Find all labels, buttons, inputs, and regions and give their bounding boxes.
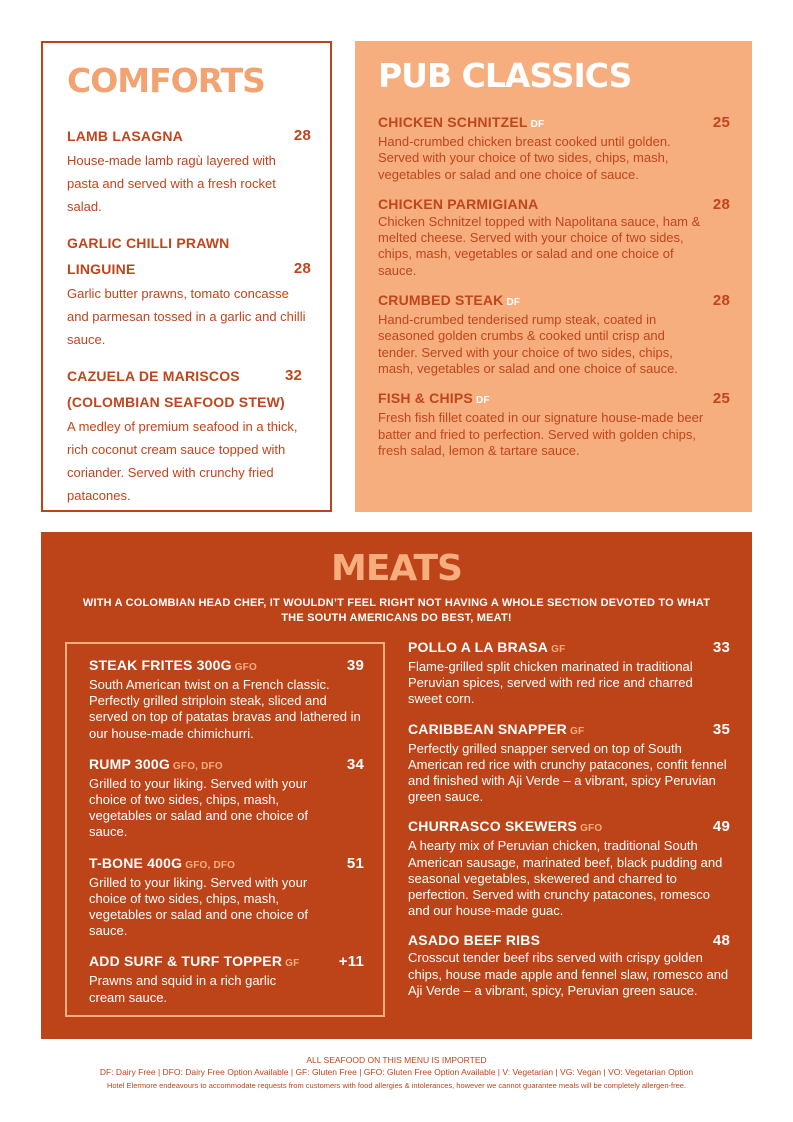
menu-item — [408, 817, 730, 919]
menu-item — [378, 389, 730, 459]
menu-item — [408, 638, 730, 708]
item-name: CHURRASCO SKEWERS — [408, 818, 578, 835]
comforts-section — [41, 41, 332, 512]
menu-item — [378, 291, 730, 377]
item-price: 51 — [346, 854, 364, 872]
meats-intro: WITH A COLOMBIAN HEAD CHEF, IT WOULDN’T FEEL RIGHT NOT HAVING A WHOLE SECTION DEVOTED TO WHAT THE SOUTH AMERICANS DO BEST, MEAT! — [82, 597, 711, 624]
dietary-tag: DF — [530, 119, 545, 130]
item-price: 28 — [712, 292, 730, 310]
dietary-tag: GF — [569, 725, 585, 737]
item-price: 35 — [712, 720, 730, 738]
item-description: Crosscut tender beef ribs served with crispy golden chips, house made apple and fennel slaw, romesco and Aji Verde – a vibrant, spicy, Peruvian green sauce. — [408, 950, 729, 998]
dietary-tag: GFO, DFO — [172, 760, 223, 772]
item-price: 28 — [712, 195, 730, 213]
item-price: 28 — [293, 127, 311, 144]
steaks-box — [65, 642, 385, 1017]
dietary-tag: GFO, DFO — [185, 859, 236, 871]
menu-item — [89, 755, 364, 841]
dietary-tag: DF — [506, 297, 521, 309]
item-price: 39 — [346, 657, 364, 674]
item-description: Garlic butter prawns, tomato concasse and parmesan tossed in a garlic and chilli sauce. — [67, 286, 306, 347]
item-name: CAZUELA DE MARISCOS (COLOMBIAN SEAFOOD STEW) — [67, 368, 285, 410]
menu-item — [67, 123, 311, 218]
menu-item — [408, 720, 730, 806]
meats-title: MEATS — [331, 548, 462, 589]
item-price: 25 — [712, 390, 730, 408]
menu-item — [67, 230, 311, 351]
comforts-title: COMFORTS — [67, 61, 265, 100]
dietary-legend: DF: Dairy Free | DFO: Dairy Free Option Available | GF: Gluten Free | GFO: Gluten Free Option Available | V: Vegetarian | VG: Vegan | VO: Vegetarian Option — [99, 1067, 694, 1077]
item-price: +11 — [338, 953, 364, 971]
item-name: T-BONE 400G — [89, 854, 183, 871]
menu-item — [378, 113, 730, 183]
item-name: STEAK FRITES 300G — [89, 657, 232, 673]
menu-item — [378, 195, 730, 279]
dietary-tag: GFO — [580, 823, 603, 835]
item-price: 34 — [346, 755, 364, 773]
item-name: CARIBBEAN SNAPPER — [408, 720, 567, 737]
item-name: CHICKEN SCHNITZEL — [378, 114, 528, 130]
item-description: Grilled to your liking. Served with your choice of two sides, chips, mash, vegetables or salad and one choice of sauce. — [89, 775, 308, 840]
pub-classics-title: PUB CLASSICS — [378, 56, 632, 95]
item-description: Hand-crumbed chicken breast cooked until golden. Served with your choice of two sides, chips, mash, vegetables or salad and one choice of sauce. — [378, 134, 671, 182]
item-price: 25 — [712, 114, 730, 131]
item-description: A hearty mix of Peruvian chicken, traditional South American sausage, marinated beef, black pudding and seasonal vegetables, skewered and charred to perfection. Served with crunchy patacones, romesco and our house-made guac. — [408, 838, 723, 919]
item-name: ADD SURF & TURF TOPPER — [89, 953, 283, 970]
item-name: ASADO BEEF RIBS — [408, 932, 541, 949]
dietary-tag: DF — [475, 395, 490, 407]
item-name: GARLIC CHILLI PRAWN LINGUINE — [67, 235, 230, 277]
item-description: South American twist on a French classic. Perfectly grilled striploin steak, sliced and served on top of patatas bravas and lathered in our house-made chimichurri. — [89, 677, 361, 741]
item-price: 33 — [712, 639, 730, 656]
item-price: 49 — [712, 818, 730, 836]
dietary-tag: GF — [285, 958, 300, 970]
item-description: Perfectly grilled snapper served on top of South American red rice with crunchy patacones, confit fennel and finished with Aji Verde – a vibrant, spicy Peruvian green sauce. — [408, 740, 727, 805]
menu-item — [89, 656, 364, 742]
item-description: Grilled to your liking. Served with your choice of two sides, chips, mash, vegetables or salad and one choice of sauce. — [89, 874, 308, 939]
item-description: A medley of premium seafood in a thick, rich coconut cream sauce topped with coriander. Served with crunchy fried patacones. — [67, 419, 298, 503]
steaks-list — [89, 656, 364, 1019]
item-price: 48 — [712, 932, 730, 950]
item-description: House-made lamb ragù layered with pasta and served with a fresh rocket salad. — [67, 153, 276, 214]
item-price: 28 — [293, 260, 311, 277]
footer — [0, 1054, 793, 1092]
dietary-tag: GFO — [234, 662, 257, 673]
item-description: Flame-grilled split chicken marinated in traditional Peruvian spices, served with red rice and charred sweet corn. — [408, 659, 693, 707]
item-name: LAMB LASAGNA — [67, 128, 183, 144]
seafood-notice: ALL SEAFOOD ON THIS MENU IS IMPORTED — [306, 1055, 487, 1065]
item-description: Prawns and squid in a rich garlic cream sauce. — [89, 973, 277, 1005]
menu-item — [408, 931, 730, 999]
pub-classics-list — [378, 113, 730, 471]
meats-right-list — [408, 638, 730, 1011]
item-price: 32 — [285, 367, 303, 384]
dietary-tag: GF — [551, 644, 566, 655]
menu-item — [89, 952, 364, 1005]
menu-item — [67, 363, 311, 507]
item-name: POLLO A LA BRASA — [408, 639, 549, 655]
allergen-disclaimer: Hotel Elermore endeavours to accommodate requests from customers with food allergies & intolerances, however we cannot guarantee meals will be completely allergen-free. — [106, 1081, 687, 1090]
item-name: RUMP 300G — [89, 755, 170, 772]
item-description: Fresh fish fillet coated in our signature house-made beer batter and fried to perfection. Served with golden chips, fresh salad, lemon & tartare sauce. — [378, 410, 704, 458]
item-name: CHICKEN PARMIGIANA — [378, 195, 539, 212]
comforts-list — [67, 123, 311, 519]
item-description: Chicken Schnitzel topped with Napolitana sauce, ham & melted cheese. Served with your choice of two sides, chips, mash, vegetables or salad and one choice of sauce. — [378, 213, 701, 278]
pub-classics-section — [355, 41, 752, 512]
item-name: CRUMBED STEAK — [378, 292, 504, 309]
meats-section — [41, 532, 752, 1039]
item-name: FISH & CHIPS — [378, 390, 473, 407]
item-description: Hand-crumbed tenderised rump steak, coated in seasoned golden crumbs & cooked until crisp and tender. Served with your choice of two sides, chips, mash, vegetables or salad and one choice of sauce. — [378, 312, 678, 376]
menu-item — [89, 854, 364, 940]
